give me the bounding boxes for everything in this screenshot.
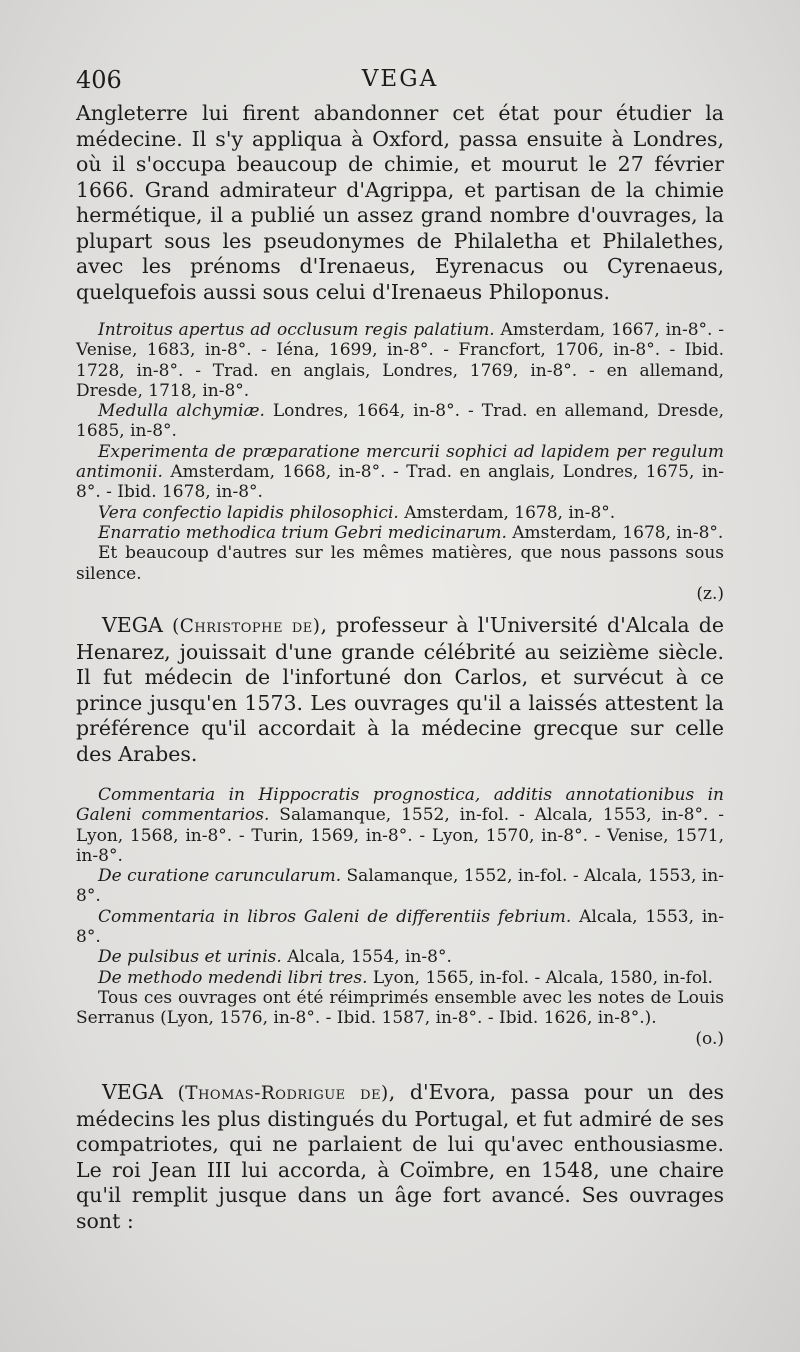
entry-name: (Christophe de): [172, 616, 321, 637]
entry-text: , d'Evora, passa pour un des médecins les plus distingués du Portugal, et fut admiré de ses compatriotes, qui ne parlaient de lui qu'avec enthousiasme. Le roi Jean III lui accorda, à Coïmbre, en 1548, une chaire qu'il remplit jusque dans un âge fort avancé. Ses ouvrages sont :: [76, 1080, 724, 1233]
work-details: Alcala, 1554, in-8°.: [281, 947, 452, 968]
continuation-works-list: [76, 320, 724, 604]
entry-thomas: [76, 1080, 724, 1234]
work-title: Commentaria in Hippocratis prognostica, additis annotationibus in Galeni commentarios.: [76, 785, 724, 826]
work-entry: [76, 866, 724, 907]
work-title: Experimenta de præparatione mercurii sophici ad lapidem per regulum antimonii.: [76, 441, 724, 483]
christophe-works-list: [76, 785, 724, 1049]
work-title: Vera confectio lapidis philosophici.: [98, 502, 399, 523]
work-details: Amsterdam, 1667, in-8°. - Venise, 1683, in-8°. - Iéna, 1699, in-8°. - Francfort, 1706, in-8°. - Ibid. 1728, in-8°. - Trad. en anglais, Londres, 1769, in-8°. - en allemand, Dresde, 1718, in-8°.: [76, 320, 724, 401]
work-entry: [76, 785, 724, 866]
work-entry: [76, 968, 724, 988]
work-details: Alcala, 1553, in-8°.: [76, 906, 724, 948]
continuation-paragraph: [76, 101, 724, 305]
work-title: De methodo medendi libri tres.: [98, 967, 368, 988]
running-head: VEGA: [361, 66, 439, 92]
closing-note: Et beaucoup d'autres sur les mêmes matières, que nous passons sous silence.: [76, 543, 724, 584]
work-details: Lyon, 1565, in-fol. - Alcala, 1580, in-fol.: [367, 967, 713, 988]
work-title: De pulsibus et urinis.: [98, 947, 282, 968]
work-entry: [76, 947, 724, 967]
entry-paragraph: [76, 1080, 724, 1234]
work-details: Salamanque, 1552, in-fol. - Alcala, 1553, in-8°. - Lyon, 1568, in-8°. - Turin, 1569, in-8°. - Lyon, 1570, in-8°. - Venise, 1571, in-8°.: [76, 805, 724, 866]
work-entry: [76, 401, 724, 442]
work-entry: [76, 523, 724, 543]
work-entry: [76, 442, 724, 503]
entry-headword: VEGA: [102, 1080, 163, 1104]
entry-headword: VEGA: [102, 613, 163, 637]
work-details: Salamanque, 1552, in-fol. - Alcala, 1553, in-8°.: [76, 866, 724, 907]
work-details: Amsterdam, 1678, in-8°.: [506, 522, 724, 543]
author-signature: (z.): [696, 583, 724, 604]
work-details: Londres, 1664, in-8°. - Trad. en allemand, Dresde, 1685, in-8°.: [76, 401, 724, 442]
closing-note: Tous ces ouvrages ont été réimprimés ensemble avec les notes de Louis Serranus (Lyon, 1576, in-8°. - Ibid. 1587, in-8°. - Ibid. 1626, in-8°.).: [76, 987, 724, 1029]
entry-name: (Thomas-Rodrigue de): [177, 1083, 389, 1104]
work-title: Commentaria in libros Galeni de differentiis febrium.: [98, 906, 572, 927]
work-title: Enarratio methodica trium Gebri medicinarum.: [98, 522, 507, 543]
entry-christophe: [76, 613, 724, 767]
continuation-text: Angleterre lui firent abandonner cet état pour étudier la médecine. Il s'y appliqua à Oxford, passa ensuite à Londres, où il s'occupa beaucoup de chimie, et mourut le 27 février 1666. Grand admirateur d'Agrippa, et partisan de la chimie hermétique, il a publié un assez grand nombre d'ouvrages, la plupart sous les pseudonymes de Philaletha et Philalethes, avec les prénoms d'Irenaeus, Eyrenacus ou Cyrenaeus, quelquefois aussi sous celui d'Irenaeus Philoponus.: [76, 101, 724, 304]
author-signature: (o.): [695, 1028, 724, 1049]
work-entry: [76, 503, 724, 523]
work-title: De curatione caruncularum.: [98, 866, 342, 887]
work-title: Medulla alchymiæ.: [98, 401, 265, 422]
page-number: 406: [76, 66, 122, 94]
work-details: Amsterdam, 1678, in-8°.: [398, 502, 616, 523]
work-title: Introitus apertus ad occlusum regis palatium.: [98, 320, 495, 340]
work-entry: [76, 907, 724, 948]
entry-paragraph: [76, 613, 724, 767]
work-entry: [76, 320, 724, 401]
entry-text: , professeur à l'Université d'Alcala de Henarez, jouissait d'une grande célébrité au seizième siècle. Il fut médecin de l'infortuné don Carlos, et survécut à ce prince jusqu'en 1573. Les ouvrages qu'il a laissés attestent la préférence qu'il accordait à la médecine grecque sur celle des Arabes.: [76, 613, 724, 766]
work-details: Amsterdam, 1668, in-8°. - Trad. en anglais, Londres, 1675, in-8°. - Ibid. 1678, in-8°.: [76, 462, 724, 503]
